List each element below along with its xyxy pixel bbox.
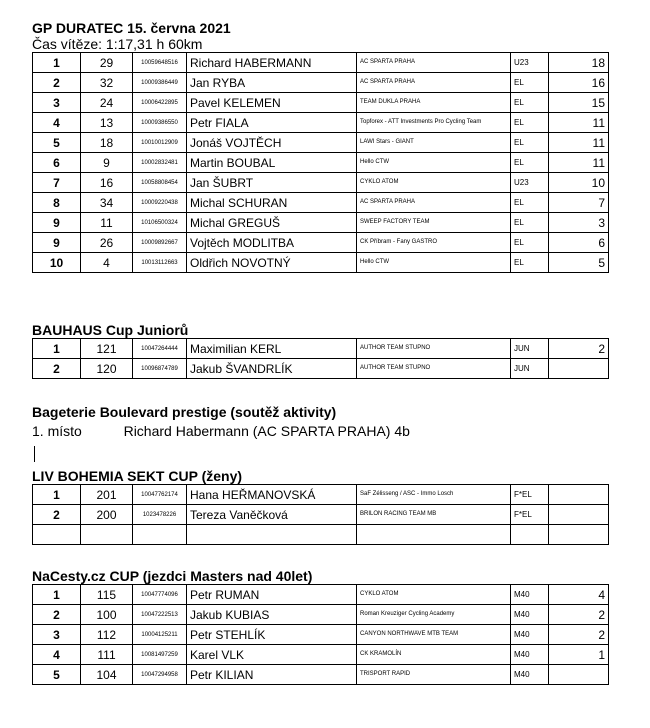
category-cell: F*EL [511, 485, 549, 505]
rider-name-cell: Maximilian KERL [187, 339, 357, 359]
rider-name-cell: Karel VLK [187, 645, 357, 665]
license-id-cell [133, 525, 187, 545]
category-cell: EL [511, 213, 549, 233]
bib-number-cell: 29 [81, 53, 133, 73]
rider-name-cell: Michal GREGUŠ [187, 213, 357, 233]
bib-number-cell: 100 [81, 605, 133, 625]
license-id-cell: 10081497259 [133, 645, 187, 665]
points-cell: 6 [549, 233, 609, 253]
bib-number-cell: 121 [81, 339, 133, 359]
team-cell: Hello CTW [357, 153, 511, 173]
place-cell: 6 [33, 153, 81, 173]
license-id-cell: 10096874789 [133, 359, 187, 379]
points-cell: 10 [549, 173, 609, 193]
points-cell: 15 [549, 93, 609, 113]
bib-number-cell: 112 [81, 625, 133, 645]
table-row [33, 625, 609, 645]
license-id-cell: 10009386550 [133, 113, 187, 133]
category-cell: EL [511, 233, 549, 253]
rider-name-cell: Oldřich NOVOTNÝ [187, 253, 357, 273]
place-cell: 1 [33, 485, 81, 505]
team-cell: TRISPORT RAPID [357, 665, 511, 685]
rider-name-cell: Petr FIALA [187, 113, 357, 133]
table-row [33, 525, 609, 545]
place-cell: 9 [33, 233, 81, 253]
license-id-cell: 10106500324 [133, 213, 187, 233]
category-cell: JUN [511, 339, 549, 359]
bib-number-cell: 11 [81, 213, 133, 233]
place-cell: 8 [33, 193, 81, 213]
table-row [33, 665, 609, 685]
table-row [33, 213, 609, 233]
table-row [33, 505, 609, 525]
place-cell: 3 [33, 625, 81, 645]
bageterie-title: Bageterie Boulevard prestige (soutěž aktivity) [32, 404, 337, 420]
rider-name-cell: Pavel KELEMEN [187, 93, 357, 113]
team-cell: TEAM DUKLA PRAHA [357, 93, 511, 113]
category-cell: EL [511, 73, 549, 93]
points-cell: 11 [549, 153, 609, 173]
table-row [33, 133, 609, 153]
place-cell: 3 [33, 93, 81, 113]
team-cell: CYKLO ATOM [357, 173, 511, 193]
table-row [33, 113, 609, 133]
liv-title: LIV BOHEMIA SEKT CUP (ženy) [32, 468, 243, 484]
table-row [33, 53, 609, 73]
category-cell: M40 [511, 645, 549, 665]
points-cell: 7 [549, 193, 609, 213]
points-cell [549, 665, 609, 685]
place-cell: 4 [33, 113, 81, 133]
rider-name-cell: Petr STEHLÍK [187, 625, 357, 645]
bib-number-cell: 104 [81, 665, 133, 685]
rider-name-cell: Hana HEŘMANOVSKÁ [187, 485, 357, 505]
team-cell [357, 525, 511, 545]
bib-number-cell [81, 525, 133, 545]
team-cell: Topforex - ATT Investments Pro Cycling Team [357, 113, 511, 133]
license-id-cell: 10047294958 [133, 665, 187, 685]
liv-results-table [32, 484, 609, 545]
points-cell [549, 525, 609, 545]
place-cell: 5 [33, 665, 81, 685]
team-cell: Roman Kreuziger Cycling Academy [357, 605, 511, 625]
points-cell: 2 [549, 625, 609, 645]
points-cell [549, 359, 609, 379]
bib-number-cell: 120 [81, 359, 133, 379]
place-cell [33, 525, 81, 545]
gp-results-table [32, 52, 609, 273]
points-cell: 5 [549, 253, 609, 273]
table-row [33, 153, 609, 173]
team-cell: AUTHOR TEAM STUPNO [357, 359, 511, 379]
bib-number-cell: 16 [81, 173, 133, 193]
license-id-cell: 10059648516 [133, 53, 187, 73]
table-row [33, 253, 609, 273]
points-cell: 2 [549, 605, 609, 625]
category-cell: EL [511, 93, 549, 113]
license-id-cell: 10013112663 [133, 253, 187, 273]
license-id-cell: 10047774096 [133, 585, 187, 605]
team-cell: SWEEP FACTORY TEAM [357, 213, 511, 233]
bib-number-cell: 200 [81, 505, 133, 525]
place-cell: 2 [33, 505, 81, 525]
bib-number-cell: 111 [81, 645, 133, 665]
place-cell: 1 [33, 53, 81, 73]
points-cell: 18 [549, 53, 609, 73]
category-cell: U23 [511, 173, 549, 193]
category-cell: M40 [511, 665, 549, 685]
rider-name-cell: Jakub KUBIAS [187, 605, 357, 625]
license-id-cell: 10004125211 [133, 625, 187, 645]
place-cell: 10 [33, 253, 81, 273]
place-cell: 4 [33, 645, 81, 665]
team-cell: CANYON NORTHWAVE MTB TEAM [357, 625, 511, 645]
table-row [33, 193, 609, 213]
table-row [33, 359, 609, 379]
license-id-cell: 10006422895 [133, 93, 187, 113]
place-cell: 2 [33, 73, 81, 93]
rider-name-cell: Jan ŠUBRT [187, 173, 357, 193]
team-cell: AC SPARTA PRAHA [357, 193, 511, 213]
points-cell: 3 [549, 213, 609, 233]
points-cell: 11 [549, 133, 609, 153]
table-row [33, 233, 609, 253]
rider-name-cell: Richard HABERMANN [187, 53, 357, 73]
bib-number-cell: 115 [81, 585, 133, 605]
bib-number-cell: 18 [81, 133, 133, 153]
nacesty-section [32, 568, 609, 685]
place-cell: 7 [33, 173, 81, 193]
table-row [33, 93, 609, 113]
license-id-cell: 10047222513 [133, 605, 187, 625]
points-cell: 11 [549, 113, 609, 133]
category-cell: EL [511, 193, 549, 213]
bib-number-cell: 32 [81, 73, 133, 93]
rider-name-cell: Jan RYBA [187, 73, 357, 93]
category-cell: F*EL [511, 505, 549, 525]
table-row [33, 73, 609, 93]
points-cell: 2 [549, 339, 609, 359]
bib-number-cell: 26 [81, 233, 133, 253]
category-cell: EL [511, 153, 549, 173]
team-cell: AC SPARTA PRAHA [357, 53, 511, 73]
points-cell [549, 505, 609, 525]
table-row [33, 173, 609, 193]
category-cell: EL [511, 133, 549, 153]
category-cell: M40 [511, 625, 549, 645]
license-id-cell: 1023478226 [133, 505, 187, 525]
team-cell: SaF Zélisseng / ASC - Immo Losch [357, 485, 511, 505]
place-cell: 9 [33, 213, 81, 233]
bageterie-place-label: 1. místo [32, 423, 82, 439]
bib-number-cell: 34 [81, 193, 133, 213]
bib-number-cell: 201 [81, 485, 133, 505]
bageterie-result [32, 423, 410, 439]
rider-name-cell: Petr RUMAN [187, 585, 357, 605]
liv-section [32, 468, 609, 545]
place-cell: 2 [33, 605, 81, 625]
points-cell: 1 [549, 645, 609, 665]
rider-name-cell: Jonáš VOJTĚCH [187, 133, 357, 153]
license-id-cell: 10009220438 [133, 193, 187, 213]
license-id-cell: 10047264444 [133, 339, 187, 359]
bib-number-cell: 9 [81, 153, 133, 173]
table-row [33, 585, 609, 605]
place-cell: 1 [33, 585, 81, 605]
category-cell: EL [511, 113, 549, 133]
rider-name-cell: Tereza Vaněčková [187, 505, 357, 525]
rider-name-cell: Martin BOUBAL [187, 153, 357, 173]
license-id-cell: 10058808454 [133, 173, 187, 193]
category-cell [511, 525, 549, 545]
team-cell: AUTHOR TEAM STUPNO [357, 339, 511, 359]
team-cell: LAWI Stars - GIANT [357, 133, 511, 153]
table-row [33, 485, 609, 505]
license-id-cell: 10009386449 [133, 73, 187, 93]
category-cell: M40 [511, 585, 549, 605]
table-row [33, 605, 609, 625]
category-cell: JUN [511, 359, 549, 379]
points-cell: 16 [549, 73, 609, 93]
license-id-cell: 10047762174 [133, 485, 187, 505]
table-row [33, 645, 609, 665]
points-cell: 4 [549, 585, 609, 605]
license-id-cell: 10002832481 [133, 153, 187, 173]
bauhaus-section [32, 322, 609, 379]
license-id-cell: 10010012909 [133, 133, 187, 153]
bib-number-cell: 13 [81, 113, 133, 133]
gp-title: GP DURATEC 15. června 2021 [32, 20, 231, 36]
team-cell: CYKLO ATOM [357, 585, 511, 605]
gp-section [32, 20, 609, 273]
bib-number-cell: 24 [81, 93, 133, 113]
nacesty-title: NaCesty.cz CUP (jezdci Masters nad 40let) [32, 568, 313, 584]
rider-name-cell [187, 525, 357, 545]
rider-name-cell: Jakub ŠVANDRLÍK [187, 359, 357, 379]
gp-subtitle: Čas vítěze: 1:17,31 h 60km [32, 36, 203, 52]
rider-name-cell: Vojtěch MODLITBA [187, 233, 357, 253]
points-cell [549, 485, 609, 505]
category-cell: U23 [511, 53, 549, 73]
team-cell: CK Příbram - Fany GASTRO [357, 233, 511, 253]
team-cell: AC SPARTA PRAHA [357, 73, 511, 93]
team-cell: Hello CTW [357, 253, 511, 273]
place-cell: 2 [33, 359, 81, 379]
place-cell: 1 [33, 339, 81, 359]
bageterie-winner: Richard Habermann (AC SPARTA PRAHA) 4b [123, 423, 410, 439]
bib-number-cell: 4 [81, 253, 133, 273]
team-cell: CK KRAMOLÍN [357, 645, 511, 665]
rider-name-cell: Michal SCHURAN [187, 193, 357, 213]
category-cell: M40 [511, 605, 549, 625]
rider-name-cell: Petr KILIAN [187, 665, 357, 685]
category-cell: EL [511, 253, 549, 273]
license-id-cell: 10009892667 [133, 233, 187, 253]
team-cell: BRILON RACING TEAM MB [357, 505, 511, 525]
place-cell: 5 [33, 133, 81, 153]
bauhaus-results-table [32, 338, 609, 379]
nacesty-results-table [32, 584, 609, 685]
bauhaus-title: BAUHAUS Cup Juniorů [32, 322, 189, 338]
bageterie-section [32, 404, 410, 439]
text-cursor [34, 446, 35, 462]
table-row [33, 339, 609, 359]
